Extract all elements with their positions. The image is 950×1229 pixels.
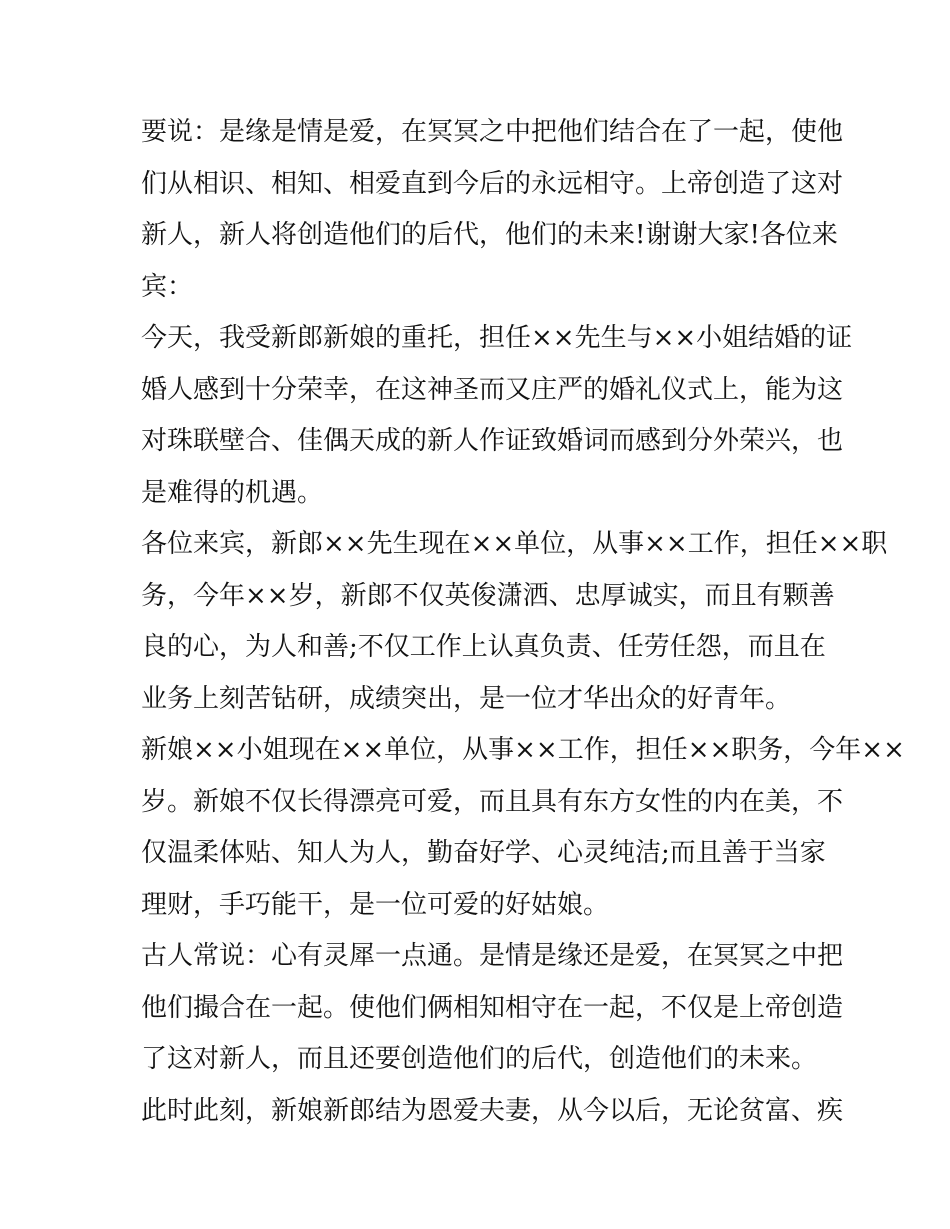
text-line: 们从相识、相知、相爱直到今后的永远相守。上帝创造了这对 — [141, 168, 844, 199]
text-line: 良的心，为人和善;不仅工作上认真负责、任劳任怨，而且在 — [141, 632, 826, 662]
text-line: 此时此刻，新娘新郎结为恩爱夫妻，从今以后，无论贫富、疾 — [141, 1095, 844, 1126]
text-line: 对珠联壁合、佳偶天成的新人作证致婚词而感到分外荣兴，也 — [141, 426, 844, 456]
text-line: 理财，手巧能干，是一位可爱的好姑娘。 — [141, 889, 610, 920]
text-line: 仅温柔体贴、知人为人，勤奋好学、心灵纯洁;而且善于当家 — [141, 838, 826, 868]
text-line: 新人，新人将创造他们的后代，他们的未来!谢谢大家!各位来 — [141, 220, 838, 250]
text-line: 古人常说：心有灵犀一点通。是情是缘还是爱，在冥冥之中把 — [141, 941, 844, 971]
text-line: 业务上刻苦钻研，成绩突出，是一位才华出众的好青年。 — [141, 683, 792, 714]
document-body — [141, 107, 905, 1137]
text-line: 务，今年××岁，新郎不仅英俊潇洒、忠厚诚实，而且有颗善 — [141, 580, 835, 611]
text-line: 是难得的机遇。 — [141, 477, 324, 508]
text-line: 今天，我受新郎新娘的重托，担任××先生与××小姐结婚的证 — [141, 323, 853, 353]
text-line: 他们撮合在一起。使他们俩相知相守在一起，不仅是上帝创造 — [141, 992, 844, 1023]
text-line: 婚人感到十分荣幸，在这神圣而又庄严的婚礼仪式上，能为这 — [141, 374, 844, 405]
text-line: 各位来宾，新郎××先生现在××单位，从事××工作，担任××职 — [141, 529, 888, 559]
text-line: 了这对新人，而且还要创造他们的后代，创造他们的未来。 — [141, 1044, 818, 1074]
text-line: 要说：是缘是情是爱，在冥冥之中把他们结合在了一起，使他 — [141, 117, 844, 147]
text-line: 岁。新娘不仅长得漂亮可爱，而且具有东方女性的内在美，不 — [141, 786, 844, 817]
text-line: 新娘××小姐现在××单位，从事××工作，担任××职务，今年×× — [141, 735, 905, 765]
text-line: 宾： — [141, 271, 194, 302]
